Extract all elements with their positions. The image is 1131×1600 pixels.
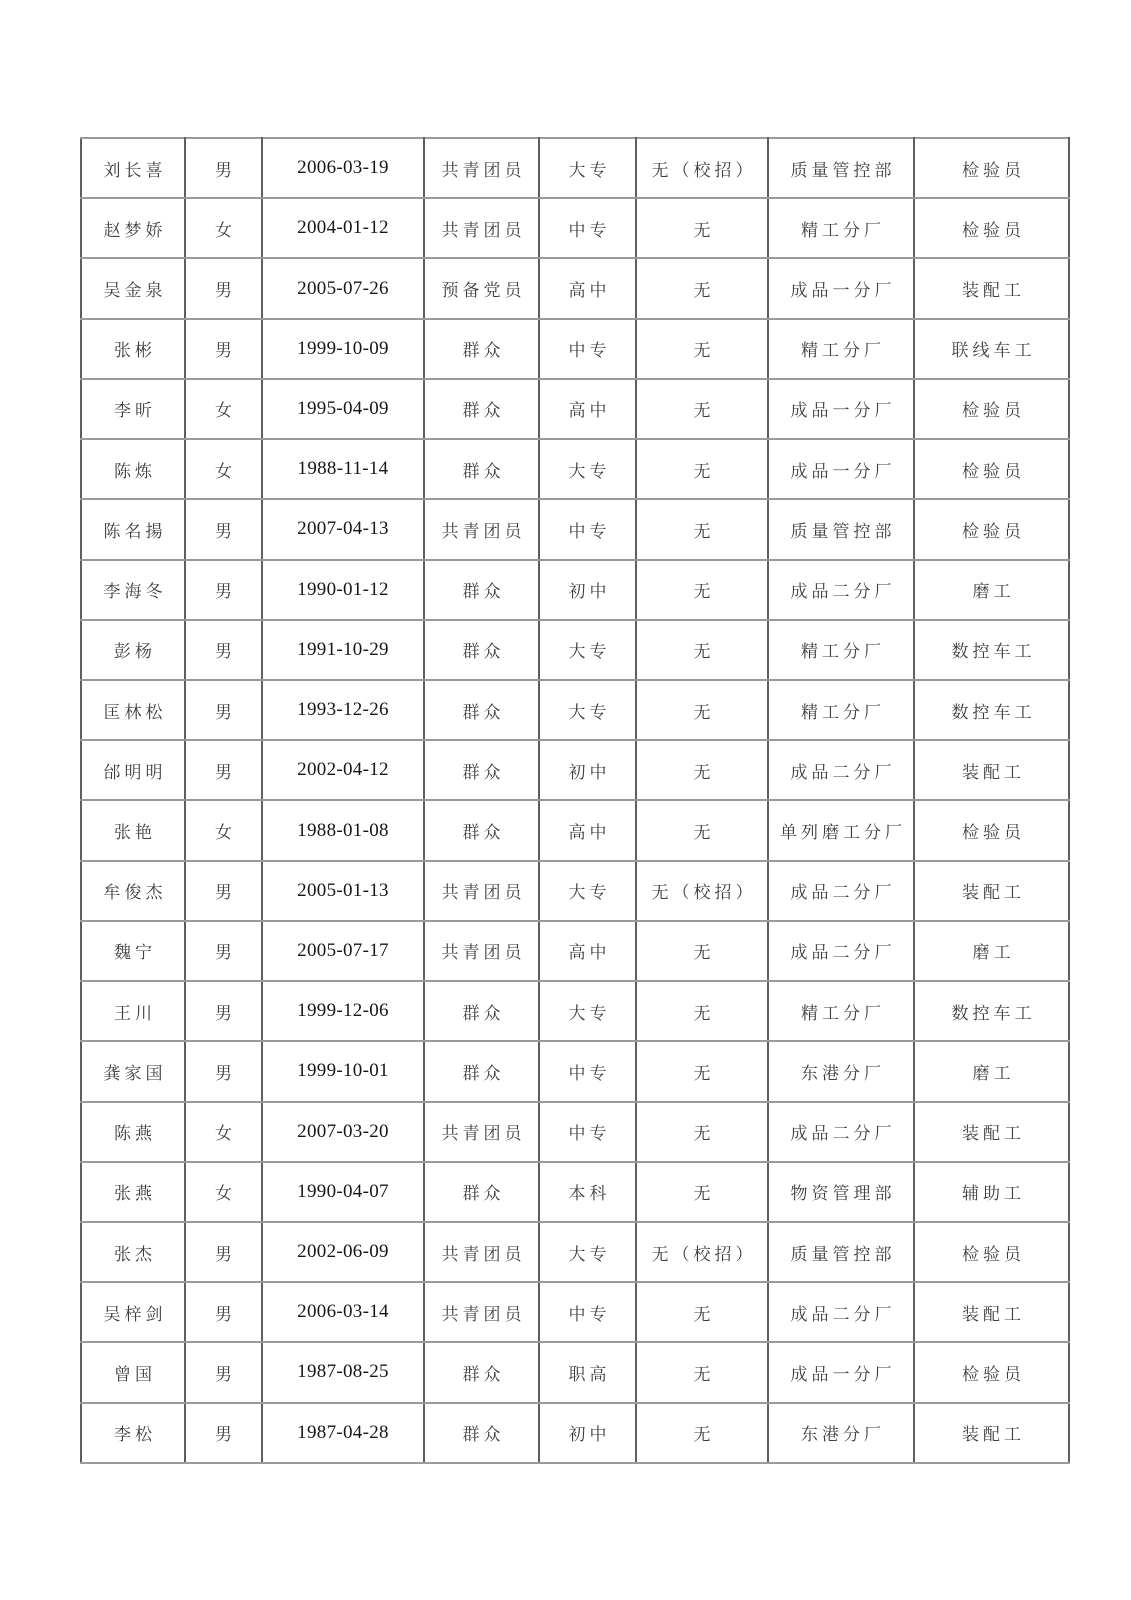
cell-position: 检验员 [914, 198, 1069, 258]
cell-remark: 无 [636, 1041, 768, 1101]
cell-remark: 无 [636, 1342, 768, 1402]
cell-education: 高中 [539, 379, 636, 439]
cell-department: 精工分厂 [768, 198, 914, 258]
cell-date: 1987-04-28 [262, 1403, 424, 1463]
cell-date: 2002-04-12 [262, 740, 424, 800]
cell-department: 成品一分厂 [768, 258, 914, 318]
cell-gender: 女 [185, 800, 262, 860]
cell-gender: 男 [185, 1222, 262, 1282]
cell-position: 检验员 [914, 379, 1069, 439]
cell-date: 2006-03-14 [262, 1282, 424, 1342]
cell-name: 张艳 [81, 800, 185, 860]
cell-education: 中专 [539, 1041, 636, 1101]
personnel-table [80, 137, 1070, 1464]
cell-name: 陈名揚 [81, 499, 185, 559]
cell-position: 检验员 [914, 1342, 1069, 1402]
cell-gender: 女 [185, 198, 262, 258]
cell-remark: 无 [636, 319, 768, 379]
cell-date: 1999-10-09 [262, 319, 424, 379]
cell-political_status: 共青团员 [424, 861, 539, 921]
cell-name: 张杰 [81, 1222, 185, 1282]
cell-remark: 无 [636, 439, 768, 499]
cell-political_status: 群众 [424, 740, 539, 800]
cell-education: 中专 [539, 319, 636, 379]
cell-political_status: 共青团员 [424, 499, 539, 559]
cell-remark: 无 [636, 379, 768, 439]
cell-gender: 男 [185, 138, 262, 198]
cell-date: 1990-04-07 [262, 1162, 424, 1222]
cell-education: 初中 [539, 740, 636, 800]
cell-political_status: 共青团员 [424, 1222, 539, 1282]
cell-political_status: 群众 [424, 1403, 539, 1463]
cell-name: 王川 [81, 981, 185, 1041]
cell-gender: 女 [185, 1162, 262, 1222]
cell-date: 1987-08-25 [262, 1342, 424, 1402]
cell-remark: 无 [636, 981, 768, 1041]
cell-date: 1988-11-14 [262, 439, 424, 499]
table-row [81, 620, 1069, 680]
cell-education: 中专 [539, 1282, 636, 1342]
cell-name: 陈燕 [81, 1102, 185, 1162]
cell-gender: 男 [185, 981, 262, 1041]
cell-political_status: 群众 [424, 439, 539, 499]
cell-gender: 男 [185, 620, 262, 680]
cell-position: 检验员 [914, 800, 1069, 860]
cell-remark: 无 [636, 499, 768, 559]
cell-remark: 无 [636, 258, 768, 318]
cell-position: 磨工 [914, 560, 1069, 620]
cell-gender: 男 [185, 560, 262, 620]
cell-department: 成品二分厂 [768, 1282, 914, 1342]
cell-name: 张彬 [81, 319, 185, 379]
cell-political_status: 共青团员 [424, 1282, 539, 1342]
cell-name: 李海冬 [81, 560, 185, 620]
cell-remark: 无 [636, 1282, 768, 1342]
cell-education: 大专 [539, 981, 636, 1041]
cell-political_status: 预备党员 [424, 258, 539, 318]
personnel-table-container [80, 137, 1068, 1462]
cell-political_status: 共青团员 [424, 1102, 539, 1162]
cell-education: 大专 [539, 861, 636, 921]
cell-department: 质量管控部 [768, 1222, 914, 1282]
cell-date: 2005-01-13 [262, 861, 424, 921]
table-row [81, 258, 1069, 318]
cell-position: 装配工 [914, 258, 1069, 318]
cell-gender: 男 [185, 861, 262, 921]
cell-date: 1995-04-09 [262, 379, 424, 439]
cell-date: 2007-04-13 [262, 499, 424, 559]
cell-date: 2002-06-09 [262, 1222, 424, 1282]
cell-position: 磨工 [914, 1041, 1069, 1101]
table-row [81, 1102, 1069, 1162]
cell-position: 检验员 [914, 138, 1069, 198]
table-row [81, 138, 1069, 198]
cell-department: 精工分厂 [768, 620, 914, 680]
cell-position: 联线车工 [914, 319, 1069, 379]
cell-date: 1999-10-01 [262, 1041, 424, 1101]
cell-position: 装配工 [914, 740, 1069, 800]
cell-gender: 男 [185, 921, 262, 981]
cell-department: 成品二分厂 [768, 560, 914, 620]
cell-education: 高中 [539, 258, 636, 318]
table-row [81, 800, 1069, 860]
cell-name: 牟俊杰 [81, 861, 185, 921]
cell-name: 彭杨 [81, 620, 185, 680]
personnel-table-body [81, 138, 1069, 1463]
cell-education: 大专 [539, 680, 636, 740]
table-row [81, 680, 1069, 740]
cell-political_status: 群众 [424, 560, 539, 620]
cell-remark: 无（校招） [636, 861, 768, 921]
cell-gender: 男 [185, 1041, 262, 1101]
cell-political_status: 共青团员 [424, 138, 539, 198]
cell-date: 2007-03-20 [262, 1102, 424, 1162]
cell-name: 吴金泉 [81, 258, 185, 318]
cell-department: 单列磨工分厂 [768, 800, 914, 860]
table-row [81, 1041, 1069, 1101]
cell-remark: 无 [636, 1102, 768, 1162]
cell-education: 职高 [539, 1342, 636, 1402]
cell-education: 大专 [539, 1222, 636, 1282]
cell-political_status: 共青团员 [424, 198, 539, 258]
table-row [81, 1342, 1069, 1402]
cell-department: 东港分厂 [768, 1403, 914, 1463]
cell-department: 质量管控部 [768, 499, 914, 559]
cell-department: 成品二分厂 [768, 740, 914, 800]
cell-name: 李松 [81, 1403, 185, 1463]
cell-department: 质量管控部 [768, 138, 914, 198]
cell-department: 成品一分厂 [768, 439, 914, 499]
cell-date: 2005-07-17 [262, 921, 424, 981]
table-row [81, 499, 1069, 559]
cell-remark: 无 [636, 198, 768, 258]
cell-position: 检验员 [914, 1222, 1069, 1282]
cell-position: 装配工 [914, 1282, 1069, 1342]
cell-department: 成品二分厂 [768, 921, 914, 981]
cell-department: 东港分厂 [768, 1041, 914, 1101]
table-row [81, 439, 1069, 499]
cell-department: 物资管理部 [768, 1162, 914, 1222]
cell-date: 1990-01-12 [262, 560, 424, 620]
cell-political_status: 群众 [424, 379, 539, 439]
cell-department: 精工分厂 [768, 319, 914, 379]
cell-gender: 女 [185, 439, 262, 499]
cell-department: 成品二分厂 [768, 1102, 914, 1162]
cell-name: 匡林松 [81, 680, 185, 740]
cell-remark: 无 [636, 680, 768, 740]
cell-name: 李昕 [81, 379, 185, 439]
cell-gender: 男 [185, 1342, 262, 1402]
table-row [81, 740, 1069, 800]
cell-department: 成品二分厂 [768, 861, 914, 921]
cell-name: 张燕 [81, 1162, 185, 1222]
cell-date: 2004-01-12 [262, 198, 424, 258]
cell-education: 中专 [539, 198, 636, 258]
table-row [81, 981, 1069, 1041]
cell-political_status: 群众 [424, 620, 539, 680]
cell-gender: 男 [185, 499, 262, 559]
cell-political_status: 群众 [424, 319, 539, 379]
table-row [81, 1162, 1069, 1222]
cell-education: 初中 [539, 560, 636, 620]
cell-department: 精工分厂 [768, 680, 914, 740]
cell-department: 成品一分厂 [768, 1342, 914, 1402]
cell-date: 1991-10-29 [262, 620, 424, 680]
table-row [81, 921, 1069, 981]
table-row [81, 560, 1069, 620]
cell-remark: 无（校招） [636, 138, 768, 198]
cell-political_status: 群众 [424, 1162, 539, 1222]
cell-gender: 男 [185, 740, 262, 800]
cell-gender: 男 [185, 1403, 262, 1463]
cell-education: 高中 [539, 800, 636, 860]
table-row [81, 1222, 1069, 1282]
cell-gender: 女 [185, 379, 262, 439]
cell-education: 中专 [539, 499, 636, 559]
cell-political_status: 群众 [424, 800, 539, 860]
cell-date: 2005-07-26 [262, 258, 424, 318]
table-row [81, 1403, 1069, 1463]
cell-political_status: 群众 [424, 1041, 539, 1101]
cell-gender: 男 [185, 1282, 262, 1342]
cell-name: 吴梓剑 [81, 1282, 185, 1342]
cell-position: 检验员 [914, 439, 1069, 499]
cell-position: 辅助工 [914, 1162, 1069, 1222]
cell-remark: 无 [636, 740, 768, 800]
cell-gender: 男 [185, 680, 262, 740]
cell-date: 1993-12-26 [262, 680, 424, 740]
cell-remark: 无 [636, 1162, 768, 1222]
cell-position: 检验员 [914, 499, 1069, 559]
cell-education: 大专 [539, 439, 636, 499]
cell-position: 数控车工 [914, 620, 1069, 680]
cell-education: 初中 [539, 1403, 636, 1463]
cell-department: 精工分厂 [768, 981, 914, 1041]
cell-position: 装配工 [914, 861, 1069, 921]
cell-remark: 无（校招） [636, 1222, 768, 1282]
cell-remark: 无 [636, 921, 768, 981]
cell-gender: 男 [185, 258, 262, 318]
cell-education: 高中 [539, 921, 636, 981]
cell-date: 2006-03-19 [262, 138, 424, 198]
cell-remark: 无 [636, 560, 768, 620]
cell-date: 1988-01-08 [262, 800, 424, 860]
cell-name: 邰明明 [81, 740, 185, 800]
cell-date: 1999-12-06 [262, 981, 424, 1041]
cell-remark: 无 [636, 800, 768, 860]
cell-gender: 女 [185, 1102, 262, 1162]
cell-education: 本科 [539, 1162, 636, 1222]
cell-position: 装配工 [914, 1102, 1069, 1162]
cell-political_status: 群众 [424, 1342, 539, 1402]
cell-position: 数控车工 [914, 680, 1069, 740]
cell-name: 赵梦娇 [81, 198, 185, 258]
cell-position: 装配工 [914, 1403, 1069, 1463]
cell-remark: 无 [636, 1403, 768, 1463]
cell-education: 大专 [539, 138, 636, 198]
cell-position: 数控车工 [914, 981, 1069, 1041]
cell-name: 龚家国 [81, 1041, 185, 1101]
cell-name: 刘长喜 [81, 138, 185, 198]
table-row [81, 861, 1069, 921]
cell-political_status: 群众 [424, 680, 539, 740]
cell-political_status: 共青团员 [424, 921, 539, 981]
table-row [81, 198, 1069, 258]
cell-name: 魏宁 [81, 921, 185, 981]
cell-name: 曾国 [81, 1342, 185, 1402]
cell-department: 成品一分厂 [768, 379, 914, 439]
cell-position: 磨工 [914, 921, 1069, 981]
cell-remark: 无 [636, 620, 768, 680]
cell-political_status: 群众 [424, 981, 539, 1041]
table-row [81, 1282, 1069, 1342]
cell-gender: 男 [185, 319, 262, 379]
cell-education: 大专 [539, 620, 636, 680]
cell-education: 中专 [539, 1102, 636, 1162]
table-row [81, 319, 1069, 379]
cell-name: 陈炼 [81, 439, 185, 499]
table-row [81, 379, 1069, 439]
